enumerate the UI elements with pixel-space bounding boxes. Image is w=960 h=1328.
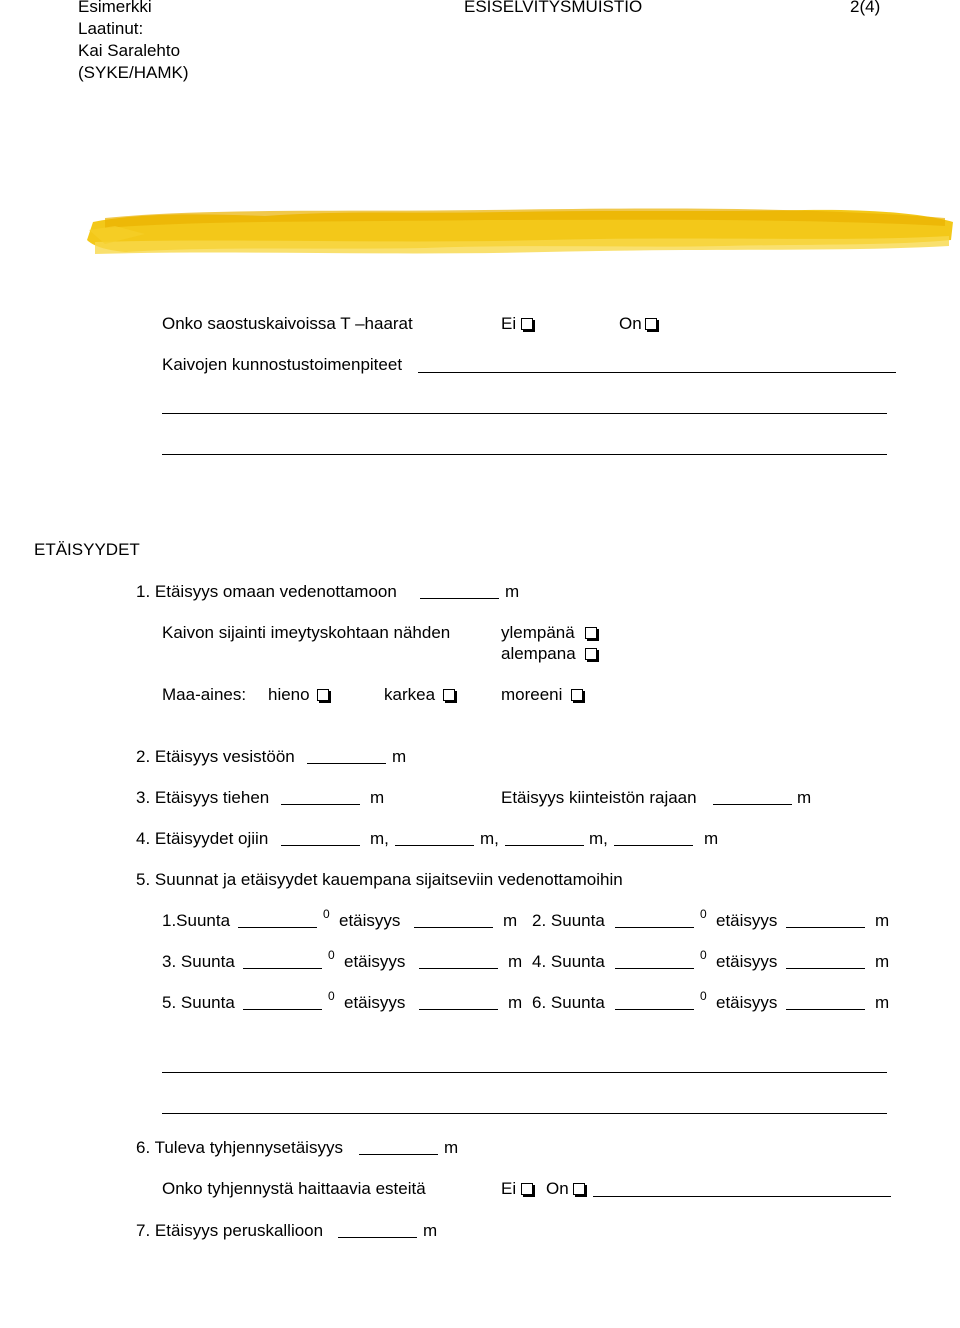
s4-ditch-field-4[interactable] bbox=[614, 845, 693, 846]
s5-dir1-degree: 0 bbox=[323, 907, 330, 921]
header-label-author: Laatinut: bbox=[78, 19, 144, 38]
maintenance-field-2[interactable] bbox=[162, 413, 887, 414]
s4-label: 4. Etäisyydet ojiin bbox=[136, 829, 269, 848]
s6-distance-field[interactable] bbox=[359, 1154, 438, 1155]
header-author-org: (SYKE/HAMK) bbox=[78, 63, 189, 82]
s5-notes-field-1[interactable] bbox=[162, 1072, 887, 1073]
s7-distance-field[interactable] bbox=[338, 1237, 417, 1238]
s5-dist3-unit: m bbox=[508, 952, 523, 971]
s5-dist1-unit: m bbox=[503, 911, 518, 930]
s5-dir2-label: 2. Suunta bbox=[532, 911, 605, 930]
s5-dist1-field[interactable] bbox=[414, 927, 493, 928]
s5-dir4-field[interactable] bbox=[615, 968, 694, 969]
s5-dir6-degree: 0 bbox=[700, 989, 707, 1003]
maintenance-label: Kaivojen kunnostustoimenpiteet bbox=[162, 355, 403, 374]
s3-unit: m bbox=[370, 788, 385, 807]
s1-label: 1. Etäisyys omaan vedenottamoon bbox=[136, 582, 397, 601]
s2-unit: m bbox=[392, 747, 407, 766]
s2-distance-field[interactable] bbox=[307, 763, 386, 764]
s3-border-unit: m bbox=[797, 788, 812, 807]
maintenance-field-1[interactable] bbox=[418, 372, 896, 373]
s5-dir1-field[interactable] bbox=[238, 927, 317, 928]
s3-border-label: Etäisyys kiinteistön rajaan bbox=[501, 788, 697, 807]
s6-unit: m bbox=[444, 1138, 459, 1157]
section-title: ETÄISYYDET bbox=[34, 540, 140, 559]
s1-unit: m bbox=[505, 582, 520, 601]
s5-dist4-unit: m bbox=[875, 952, 890, 971]
s5-dir2-degree: 0 bbox=[700, 907, 707, 921]
s4-unit-2: m, bbox=[480, 829, 499, 848]
soil-moraine-checkbox[interactable] bbox=[571, 689, 583, 701]
s5-dir2-field[interactable] bbox=[615, 927, 694, 928]
s4-unit-4: m bbox=[704, 829, 719, 848]
s5-dist5-label: etäisyys bbox=[344, 993, 406, 1012]
s7-unit: m bbox=[423, 1221, 438, 1240]
s5-dir5-degree: 0 bbox=[328, 989, 335, 1003]
t-branch-question: Onko saostuskaivoissa T –haarat bbox=[162, 314, 413, 333]
soil-fine-label: hieno bbox=[268, 685, 310, 704]
maintenance-field-3[interactable] bbox=[162, 454, 887, 455]
s5-dir4-label: 4. Suunta bbox=[532, 952, 605, 971]
s5-dist5-field[interactable] bbox=[419, 1009, 498, 1010]
s5-dir6-label: 6. Suunta bbox=[532, 993, 605, 1012]
header-author-name: Kai Saralehto bbox=[78, 41, 181, 60]
s1-distance-field[interactable] bbox=[420, 598, 499, 599]
s6-obstacle-yes-checkbox[interactable] bbox=[573, 1183, 585, 1195]
soil-coarse-checkbox[interactable] bbox=[443, 689, 455, 701]
s5-dist4-field[interactable] bbox=[786, 968, 865, 969]
page-number: 2(4) bbox=[850, 0, 881, 16]
s5-dist3-field[interactable] bbox=[419, 968, 498, 969]
s5-label: 5. Suunnat ja etäisyydet kauempana sijaitseviin vedenottamoihin bbox=[136, 870, 623, 889]
s5-notes-field-2[interactable] bbox=[162, 1113, 887, 1114]
s5-dist2-field[interactable] bbox=[786, 927, 865, 928]
t-branch-yes-checkbox[interactable] bbox=[645, 318, 657, 330]
s6-obstacle-label: Onko tyhjennystä haittaavia esteitä bbox=[162, 1179, 426, 1198]
s5-dir3-label: 3. Suunta bbox=[162, 952, 235, 971]
s5-dist6-unit: m bbox=[875, 993, 890, 1012]
s4-ditch-field-2[interactable] bbox=[395, 845, 474, 846]
s5-dist2-unit: m bbox=[875, 911, 890, 930]
s2-label: 2. Etäisyys vesistöön bbox=[136, 747, 295, 766]
t-branch-no-checkbox[interactable] bbox=[521, 318, 533, 330]
t-branch-yes-label: On bbox=[619, 314, 642, 333]
soil-label: Maa-aines: bbox=[162, 685, 247, 704]
s3-border-field[interactable] bbox=[713, 804, 792, 805]
s7-label: 7. Etäisyys peruskallioon bbox=[136, 1221, 324, 1240]
s1-position-label: Kaivon sijainti imeytyskohtaan nähden bbox=[162, 623, 451, 642]
s5-dist6-label: etäisyys bbox=[716, 993, 778, 1012]
s4-unit-1: m, bbox=[370, 829, 389, 848]
s5-dir3-field[interactable] bbox=[243, 968, 322, 969]
s5-dir1-label: 1.Suunta bbox=[162, 911, 231, 930]
s6-obstacle-field[interactable] bbox=[593, 1196, 891, 1197]
s3-label: 3. Etäisyys tiehen bbox=[136, 788, 270, 807]
document-title: ESISELVITYSMUISTIO bbox=[464, 0, 643, 16]
s6-obstacle-yes-label: On bbox=[546, 1179, 569, 1198]
s1-up-label: ylempänä bbox=[501, 623, 575, 642]
s1-down-checkbox[interactable] bbox=[585, 648, 597, 660]
s6-obstacle-no-label: Ei bbox=[501, 1179, 517, 1198]
decorative-brush-bar bbox=[85, 200, 957, 268]
s5-dist6-field[interactable] bbox=[786, 1009, 865, 1010]
soil-coarse-label: karkea bbox=[384, 685, 436, 704]
s5-dir6-field[interactable] bbox=[615, 1009, 694, 1010]
s5-dir3-degree: 0 bbox=[328, 948, 335, 962]
s5-dir5-label: 5. Suunta bbox=[162, 993, 235, 1012]
soil-moraine-label: moreeni bbox=[501, 685, 563, 704]
s4-ditch-field-3[interactable] bbox=[505, 845, 584, 846]
t-branch-no-label: Ei bbox=[501, 314, 517, 333]
s4-ditch-field-1[interactable] bbox=[281, 845, 360, 846]
s5-dist4-label: etäisyys bbox=[716, 952, 778, 971]
s3-distance-field[interactable] bbox=[281, 804, 360, 805]
s5-dist3-label: etäisyys bbox=[344, 952, 406, 971]
s4-unit-3: m, bbox=[589, 829, 608, 848]
s5-dir5-field[interactable] bbox=[243, 1009, 322, 1010]
s1-up-checkbox[interactable] bbox=[585, 627, 597, 639]
soil-fine-checkbox[interactable] bbox=[317, 689, 329, 701]
s6-label: 6. Tuleva tyhjennysetäisyys bbox=[136, 1138, 343, 1157]
s6-obstacle-no-checkbox[interactable] bbox=[521, 1183, 533, 1195]
header-label-example: Esimerkki bbox=[78, 0, 152, 16]
s5-dist2-label: etäisyys bbox=[716, 911, 778, 930]
s5-dist5-unit: m bbox=[508, 993, 523, 1012]
s5-dist1-label: etäisyys bbox=[339, 911, 401, 930]
s5-dir4-degree: 0 bbox=[700, 948, 707, 962]
s1-down-label: alempana bbox=[501, 644, 576, 663]
